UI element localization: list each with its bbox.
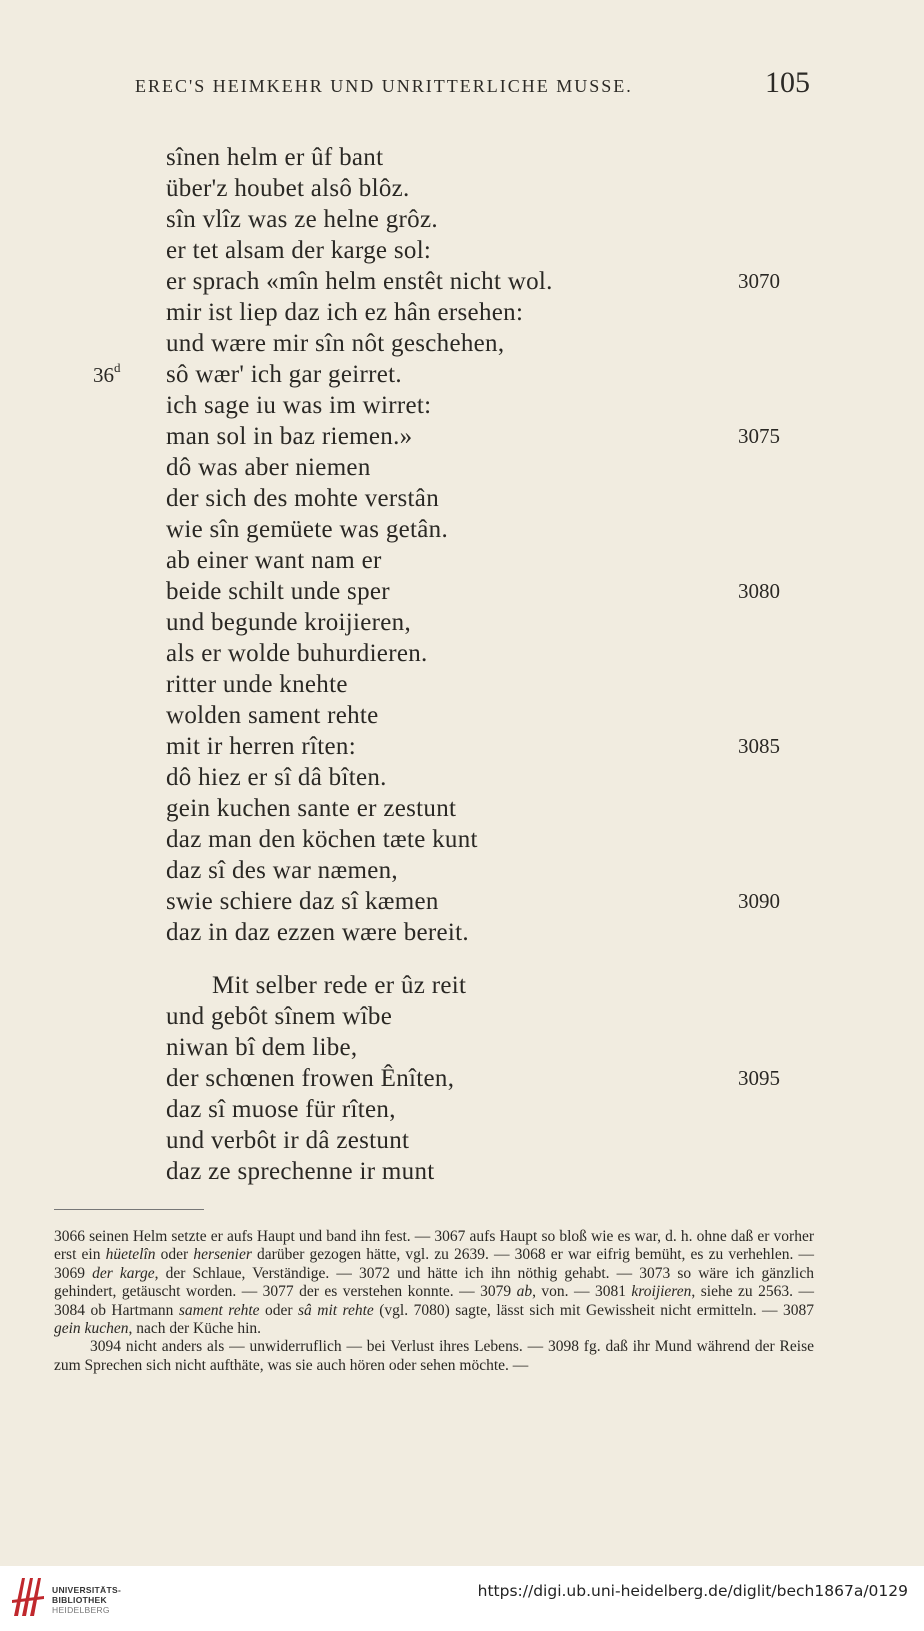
verse-line: und wære mir sîn nôt geschehen, [166, 330, 505, 357]
verse-line: über'z houbet alsô blôz. [166, 175, 410, 202]
library-name [52, 1585, 121, 1615]
library-name-line: HEIDELBERG [52, 1605, 110, 1615]
verse-line: ich sage iu was im wirret: [166, 392, 432, 419]
note-text: , der Schlaue, Verständige. — 3072 und hätte ich ihn nöthig gehabt. — 3073 so wäre ich gänzlich gehindert, getäuscht worden. — 3077 der es verstehen konnte. — 3079 [54, 1264, 814, 1301]
verse-line: daz ze sprechenne ir munt [166, 1158, 435, 1185]
running-title: EREC'S HEIMKEHR UND UNRITTERLICHE MUSSE. [135, 76, 633, 96]
verse-line: Mit selber rede er ûz reit [212, 972, 467, 999]
line-number: 3080 [738, 579, 780, 603]
note-text: 3066 seinen Helm setzte er aufs Haupt und band ihn fest. — 3067 aufs Haupt so bloß wie es war, d. h. ohne daß er vorher erst ein [54, 1228, 814, 1264]
verse-line: daz sî muose für rîten, [166, 1096, 396, 1123]
verse-line: man sol in baz riemen.» [166, 423, 413, 450]
verse-line: ab einer want nam er [166, 547, 382, 574]
line-number: 3075 [738, 424, 780, 448]
page-number: 105 [765, 66, 810, 99]
line-number: 3070 [738, 269, 780, 293]
verse-line: niwan bî dem libe, [166, 1034, 358, 1061]
verse-line: er tet alsam der karge sol: [166, 237, 432, 264]
folio-side: d [114, 360, 121, 375]
note-text: oder [259, 1301, 298, 1319]
note-text: , nach der Küche hin. [128, 1320, 262, 1338]
note-text: , von. — 3081 [532, 1283, 632, 1301]
note-text: , siehe zu 2563. — 3084 ob Hartmann [54, 1283, 814, 1319]
verse-line: und verbôt ir dâ zestunt [166, 1127, 410, 1154]
verse-line: der schœnen frowen Ênîten, [166, 1065, 455, 1092]
note-term: der karge [92, 1264, 155, 1282]
note-term: hersenier [193, 1246, 252, 1264]
verse-line: und begunde kroijieren, [166, 609, 412, 636]
permalink-url[interactable]: https://digi.ub.uni-heidelberg.de/diglit/bech1867a/0129 [477, 1582, 908, 1600]
library-logo-icon [10, 1574, 46, 1620]
line-number: 3090 [738, 889, 780, 913]
note-term: ab [516, 1283, 533, 1301]
note-paragraph: 3094 nicht anders als — unwiderruflich — bei Verlust ihres Lebens. — 3098 fg. daß ihr Mund während der Reise zum Sprechen sich nicht aufthäte, was sie auch hören oder sehen möchte. — [54, 1338, 814, 1374]
verse-line: daz sî des war næmen, [166, 857, 398, 884]
verse-line: gein kuchen sante er zestunt [166, 795, 457, 822]
verse-line: als er wolde buhurdieren. [166, 640, 428, 667]
note-text: oder [155, 1246, 194, 1264]
note-term: sament rehte [178, 1301, 260, 1319]
footnote-rule [54, 1209, 204, 1210]
line-number: 3095 [738, 1066, 780, 1090]
library-name-line: BIBLIOTHEK [52, 1595, 107, 1605]
verse-line: daz in daz ezzen wære bereit. [166, 919, 469, 946]
viewer-footer [0, 1566, 924, 1631]
verse-line: swie schiere daz sî kæmen [166, 888, 439, 915]
verse-line: sô wær' ich gar geirret. [166, 361, 402, 388]
verse-line: und gebôt sînem wîbe [166, 1003, 393, 1030]
verse-line: wolden sament rehte [166, 702, 379, 729]
verse-line: sînen helm er ûf bant [166, 144, 384, 171]
note-term: kroijieren [631, 1283, 692, 1301]
verse-line: dô was aber niemen [166, 454, 371, 481]
note-term: gein kuchen [54, 1320, 129, 1338]
folio-marker [93, 360, 121, 391]
note-text: darüber gezogen hätte, vgl. zu 2639. — 3068 er war eifrig bemüht, es zu verhehlen. — 3069 [54, 1246, 814, 1282]
verse-line: beide schilt unde sper [166, 578, 390, 605]
line-number: 3085 [738, 734, 780, 758]
note-term: sâ mit rehte [298, 1301, 374, 1319]
verse-line: ritter unde knehte [166, 671, 348, 698]
verse-line: der sich des mohte verstân [166, 485, 439, 512]
folio-number: 36 [93, 363, 114, 387]
note-term: hüetelîn [105, 1246, 156, 1264]
verse-line: dô hiez er sî dâ bîten. [166, 764, 387, 791]
library-name-line: UNIVERSITÄTS- [52, 1585, 122, 1595]
verse-line: sîn vlîz was ze helne grôz. [166, 206, 438, 233]
verse-line: wie sîn gemüete was getân. [166, 516, 449, 543]
verse-line: daz man den köchen tæte kunt [166, 826, 478, 853]
verse-line: er sprach «mîn helm enstêt nicht wol. [166, 268, 553, 295]
verse-line: mit ir herren rîten: [166, 733, 356, 760]
commentary-notes [54, 1228, 814, 1375]
note-text: (vgl. 7080) sagte, lässt sich mit Gewissheit nicht ermitteln. — 3087 [373, 1301, 815, 1319]
verse-line: mir ist liep daz ich ez hân ersehen: [166, 299, 524, 326]
note-paragraph [54, 1228, 814, 1338]
